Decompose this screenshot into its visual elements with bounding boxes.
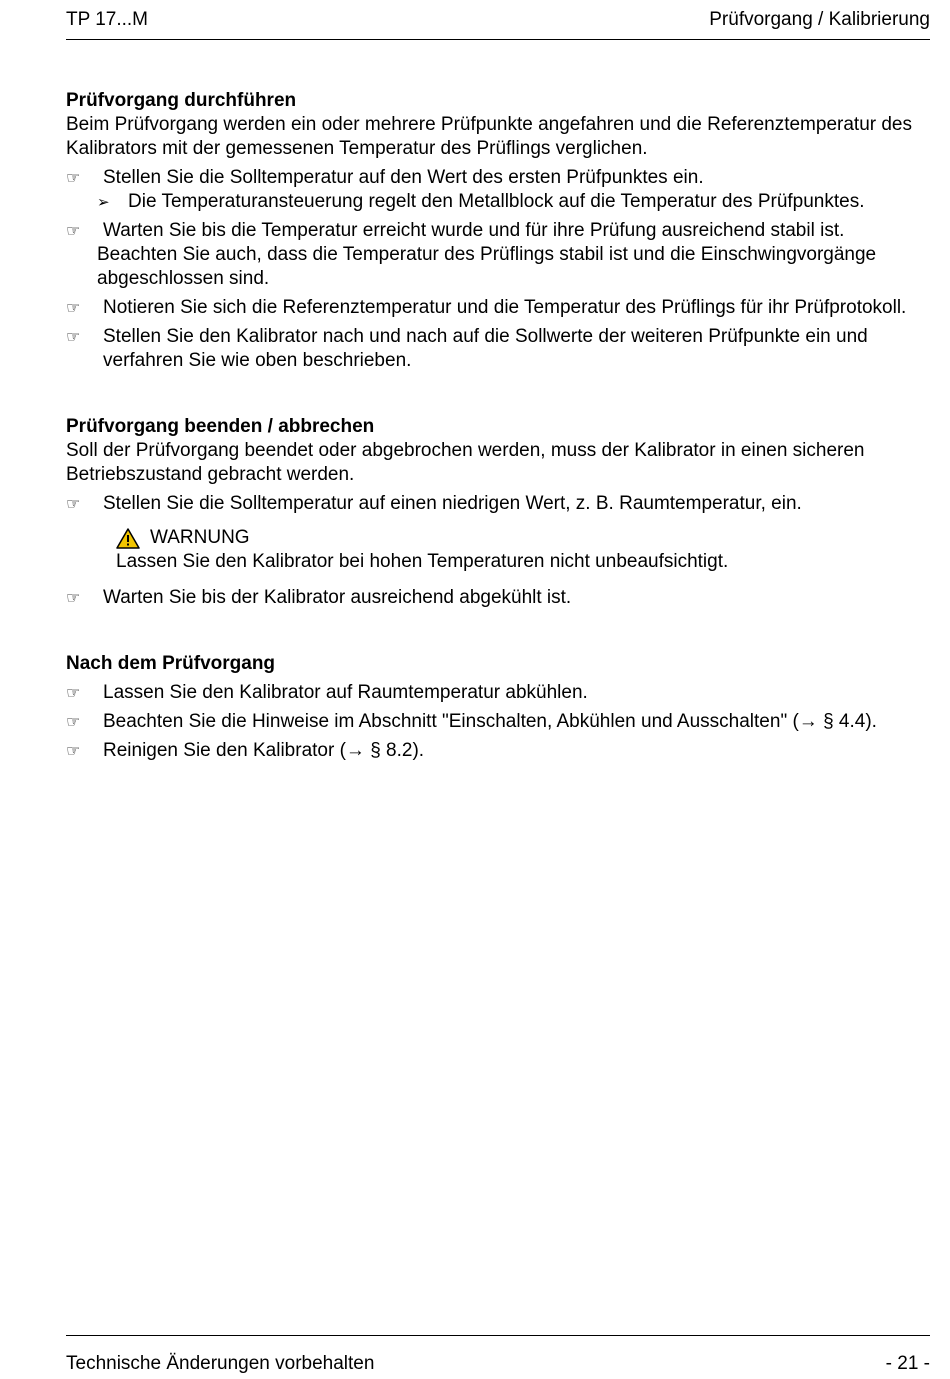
- instruction-step: [66, 586, 930, 610]
- page-footer: [66, 1335, 930, 1374]
- footer-disclaimer: Technische Änderungen vorbehalten: [66, 1353, 375, 1374]
- instruction-step: [66, 739, 930, 763]
- step-text: Stellen Sie die Solltemperatur auf einen niedrigen Wert, z. B. Raumtemperatur, ein.: [103, 493, 802, 514]
- hand-pointing-icon: ☞: [66, 298, 81, 317]
- step-text: Stellen Sie den Kalibrator nach und nach auf die Sollwerte der weiteren Prüfpunkte ein und verfahren Sie wie oben beschrieben.: [103, 326, 868, 371]
- instruction-step: [66, 296, 930, 320]
- section-pruefvorgang-beenden: [66, 415, 930, 610]
- header-chapter: Prüfvorgang / Kalibrierung: [709, 9, 930, 30]
- warning-box: [116, 526, 930, 574]
- page-number: - 21 -: [885, 1353, 930, 1374]
- hand-pointing-icon: ☞: [66, 327, 81, 346]
- page-header: [66, 8, 930, 40]
- hand-pointing-icon: ☞: [66, 683, 81, 702]
- warning-label: WARNUNG: [150, 527, 250, 548]
- arrowhead-icon: ➢: [97, 193, 110, 211]
- result-text: Die Temperaturansteuerung regelt den Metallblock auf die Temperatur des Prüfpunktes.: [128, 191, 865, 212]
- hand-pointing-icon: ☞: [66, 588, 81, 607]
- instruction-step: [66, 219, 930, 291]
- hand-pointing-icon: ☞: [66, 741, 81, 760]
- hand-pointing-icon: ☞: [66, 221, 81, 240]
- section-title: Prüfvorgang durchführen: [66, 90, 297, 111]
- section-title: Prüfvorgang beenden / abbrechen: [66, 416, 375, 437]
- section-pruefvorgang-durchfuehren: [66, 89, 930, 373]
- step-text: Warten Sie bis der Kalibrator ausreichend abgekühlt ist.: [103, 587, 572, 608]
- step-text: Beachten Sie die Hinweise im Abschnitt "Einschalten, Abkühlen und Ausschalten" (→ § 4.4).: [103, 711, 877, 732]
- header-doc-id: TP 17...M: [66, 9, 149, 30]
- step-text: Warten Sie bis die Temperatur erreicht wurde und für ihre Prüfung ausreichend stabil ist.: [103, 220, 845, 241]
- instruction-step: [66, 166, 930, 190]
- section-nach-dem-pruefvorgang: [66, 652, 930, 763]
- warning-text: Lassen Sie den Kalibrator bei hohen Temperaturen nicht unbeaufsichtigt.: [116, 551, 729, 572]
- step-text: Reinigen Sie den Kalibrator (→ § 8.2).: [103, 740, 425, 761]
- instruction-step: [66, 681, 930, 705]
- step-text: Stellen Sie die Solltemperatur auf den Wert des ersten Prüfpunktes ein.: [103, 167, 704, 188]
- instruction-step: [66, 325, 930, 373]
- hand-pointing-icon: ☞: [66, 494, 81, 513]
- section-title: Nach dem Prüfvorgang: [66, 653, 276, 674]
- step-text: Lassen Sie den Kalibrator auf Raumtemperatur abkühlen.: [103, 682, 588, 703]
- step-note: Beachten Sie auch, dass die Temperatur des Prüflings stabil ist und die Einschwingvorgänge abgeschlossen sind.: [97, 244, 877, 289]
- hand-pointing-icon: ☞: [66, 168, 81, 187]
- warning-triangle-icon: [116, 528, 140, 549]
- result-line: [97, 190, 930, 214]
- hand-pointing-icon: ☞: [66, 712, 81, 731]
- instruction-step: [66, 710, 930, 734]
- instruction-step: [66, 492, 930, 516]
- page-content: [66, 89, 930, 793]
- section-intro: Soll der Prüfvorgang beendet oder abgebrochen werden, muss der Kalibrator in einen sicheren Betriebszustand gebracht werden.: [66, 440, 865, 485]
- step-text: Notieren Sie sich die Referenztemperatur und die Temperatur des Prüflings für ihr Prüfprotokoll.: [103, 297, 907, 318]
- section-intro: Beim Prüfvorgang werden ein oder mehrere Prüfpunkte angefahren und die Referenztemperatur des Kalibrators mit der gemessenen Temperatur des Prüflings verglichen.: [66, 114, 913, 159]
